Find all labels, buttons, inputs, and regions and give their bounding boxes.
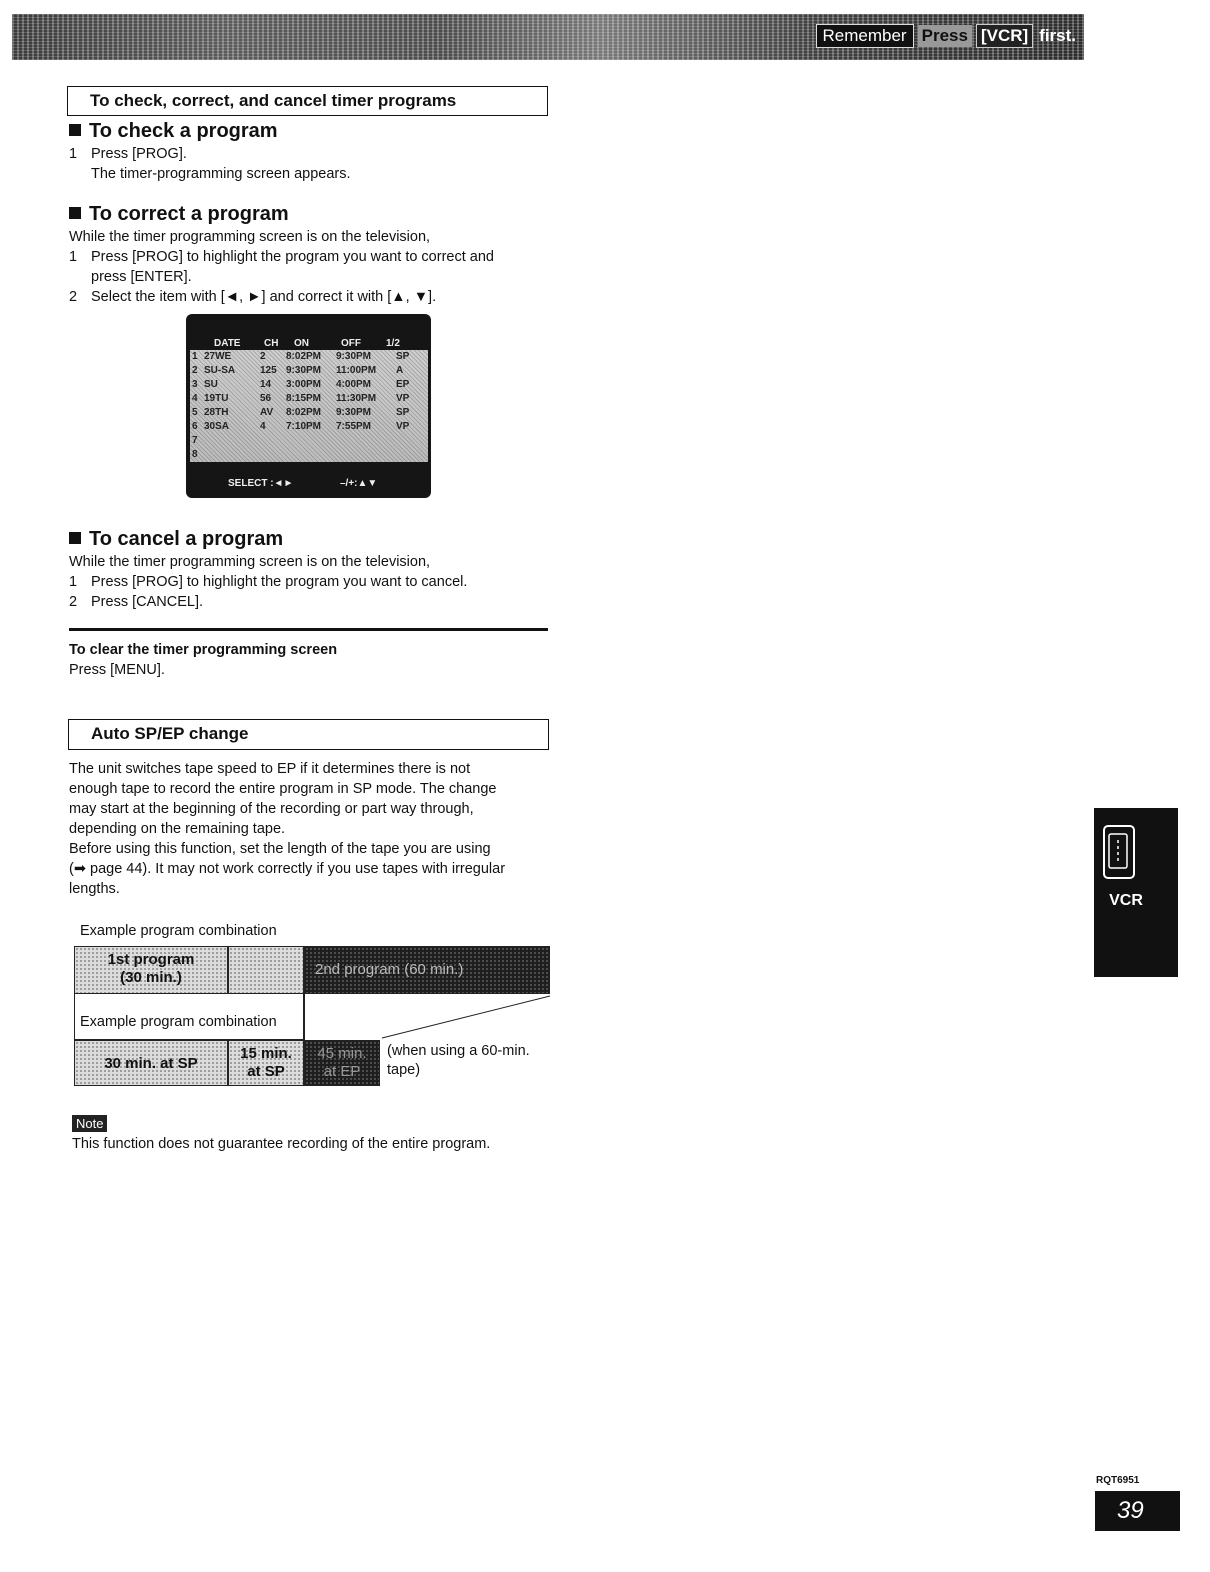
check-steps: 1 Press [PROG]. The timer-programming screen appears. bbox=[69, 144, 549, 184]
sp-15-block bbox=[228, 1040, 304, 1086]
auto-sp-ep-description bbox=[69, 759, 559, 899]
tv-program-row bbox=[190, 364, 428, 378]
bullet-square-icon bbox=[69, 532, 81, 544]
heading-check-text: To check a program bbox=[89, 120, 278, 142]
check-step-1-sub: The timer-programming screen appears. bbox=[91, 166, 351, 182]
tv-cell-n: 3 bbox=[192, 379, 198, 390]
tv-header-ch: CH bbox=[264, 338, 279, 349]
tv-program-list bbox=[190, 350, 428, 462]
inner-caption-cell bbox=[74, 994, 304, 1040]
tv-cell-mode: VP bbox=[396, 393, 410, 404]
tv-program-row bbox=[190, 420, 428, 434]
tv-cell-ch: 4 bbox=[260, 421, 266, 432]
tv-cell-ch: 56 bbox=[260, 393, 272, 404]
tv-cell-n: 4 bbox=[192, 393, 198, 404]
tv-cell-ch: 14 bbox=[260, 379, 272, 390]
tv-cell-ch: 2 bbox=[260, 351, 266, 362]
ep-45-block bbox=[304, 1040, 380, 1086]
heading-correct-text: To correct a program bbox=[89, 203, 289, 225]
bullet-square-icon bbox=[69, 124, 81, 136]
tv-cell-on: 3:00PM bbox=[286, 379, 322, 390]
second-program-block bbox=[304, 946, 550, 994]
second-program-start-block bbox=[228, 946, 304, 994]
tv-cell-off: 11:00PM bbox=[336, 365, 377, 376]
tv-footer-adjust: –/+:▲▼ bbox=[340, 478, 378, 489]
para1-line: depending on the remaining tape. bbox=[69, 821, 286, 837]
tv-cell-mode: VP bbox=[396, 421, 410, 432]
para1-line: may start at the beginning of the recording or part way through, bbox=[69, 801, 474, 817]
tv-cell-on: 7:10PM bbox=[286, 421, 322, 432]
section-title-timer: To check, correct, and cancel timer programs bbox=[67, 86, 548, 116]
tv-program-row bbox=[190, 434, 428, 448]
tv-cell-off: 4:00PM bbox=[336, 379, 372, 390]
tv-cell-off: 11:30PM bbox=[336, 393, 377, 404]
tv-cell-ch: AV bbox=[260, 407, 274, 418]
sp-30-label: 30 min. at SP bbox=[104, 1055, 198, 1072]
tv-cell-n: 5 bbox=[192, 407, 198, 418]
first-program-duration: (30 min.) bbox=[120, 969, 182, 986]
inner-caption: Example program combination bbox=[80, 1014, 277, 1030]
diagram-caption: Example program combination bbox=[80, 923, 277, 939]
clear-text: Press [MENU]. bbox=[69, 662, 165, 678]
section-title-auto-sp-ep: Auto SP/EP change bbox=[68, 719, 549, 750]
tv-cell-n: 6 bbox=[192, 421, 198, 432]
tv-header-on: ON bbox=[294, 338, 309, 349]
tv-cell-date: SU-SA bbox=[204, 365, 236, 376]
tv-cell-n: 1 bbox=[192, 351, 198, 362]
para2-line: lengths. bbox=[69, 881, 120, 897]
vcr-cassette-icon bbox=[1100, 820, 1140, 886]
banner-remember: Remember bbox=[816, 24, 914, 48]
tv-cell-n: 7 bbox=[192, 435, 198, 446]
heading-cancel bbox=[69, 528, 283, 551]
divider-line bbox=[304, 994, 305, 1040]
tv-program-row bbox=[190, 448, 428, 462]
tv-cell-date: 19TU bbox=[204, 393, 229, 404]
cancel-steps: While the timer programming screen is on the television, 1 Press [PROG] to highlight the program you want to cancel. 2 Press [CANCEL]. bbox=[69, 552, 549, 612]
para1-line: The unit switches tape speed to EP if it determines there is not bbox=[69, 761, 471, 777]
tape-note-line-2: tape) bbox=[387, 1062, 421, 1078]
correct-step-1: Press [PROG] to highlight the program you want to correct and bbox=[91, 249, 494, 265]
tv-cell-date: SU bbox=[204, 379, 218, 390]
para2-line: Before using this function, set the length of the tape you are using bbox=[69, 841, 491, 857]
page-number: 39 bbox=[1095, 1491, 1180, 1531]
tv-cell-on: 9:30PM bbox=[286, 365, 322, 376]
tv-cell-n: 2 bbox=[192, 365, 198, 376]
banner-press: Press bbox=[918, 25, 972, 47]
sp-30-block bbox=[74, 1040, 228, 1086]
tv-program-row bbox=[190, 378, 428, 392]
heading-cancel-text: To cancel a program bbox=[89, 528, 284, 550]
timer-programming-screen bbox=[186, 314, 431, 498]
note-label: Note bbox=[72, 1115, 107, 1132]
vcr-side-tab bbox=[1094, 808, 1178, 977]
correct-step-1-cont: press [ENTER]. bbox=[91, 269, 192, 285]
tv-program-row bbox=[190, 392, 428, 406]
tv-cell-mode: SP bbox=[396, 407, 410, 418]
heading-check bbox=[69, 120, 278, 143]
tv-cell-mode: EP bbox=[396, 379, 410, 390]
second-program-label: 2nd program (60 min.) bbox=[315, 961, 464, 978]
sp-15-label-2: at SP bbox=[247, 1063, 285, 1080]
document-code: RQT6951 bbox=[1096, 1475, 1140, 1486]
first-program-block bbox=[74, 946, 228, 994]
tv-cell-ch: 125 bbox=[260, 365, 277, 376]
bullet-square-icon bbox=[69, 207, 81, 219]
tv-cell-off: 9:30PM bbox=[336, 407, 372, 418]
tape-note-line-1: (when using a 60-min. bbox=[387, 1043, 530, 1059]
check-step-1: Press [PROG]. bbox=[91, 146, 187, 162]
tv-footer-select: SELECT :◄► bbox=[228, 478, 294, 489]
tv-program-row bbox=[190, 350, 428, 364]
banner-reminder bbox=[816, 24, 1078, 48]
clear-block bbox=[69, 640, 549, 680]
vcr-tab-label: VCR bbox=[1109, 892, 1143, 909]
tv-program-row bbox=[190, 406, 428, 420]
tv-cell-date: 30SA bbox=[204, 421, 230, 432]
clear-heading: To clear the timer programming screen bbox=[69, 642, 338, 658]
tv-header-page: 1/2 bbox=[386, 338, 400, 349]
sp-15-label: 15 min. bbox=[240, 1045, 292, 1062]
tv-cell-on: 8:02PM bbox=[286, 351, 322, 362]
cancel-intro: While the timer programming screen is on the television, bbox=[69, 554, 431, 570]
ep-45-label: 45 min. bbox=[317, 1045, 367, 1062]
heading-correct bbox=[69, 203, 289, 226]
tv-cell-mode: A bbox=[396, 365, 404, 376]
para2-line: (➡ page 44). It may not work correctly if you use tapes with irregular bbox=[69, 861, 506, 877]
tv-cell-n: 8 bbox=[192, 449, 198, 460]
top-banner bbox=[12, 14, 1084, 60]
cancel-step-2: Press [CANCEL]. bbox=[91, 594, 203, 610]
cancel-step-1: Press [PROG] to highlight the program you want to cancel. bbox=[91, 574, 468, 590]
tv-header-date: DATE bbox=[214, 338, 241, 349]
tv-cell-mode: SP bbox=[396, 351, 410, 362]
tv-cell-off: 7:55PM bbox=[336, 421, 372, 432]
first-program-label: 1st program bbox=[107, 951, 195, 968]
tv-cell-on: 8:15PM bbox=[286, 393, 322, 404]
banner-vcr: [VCR] bbox=[976, 24, 1033, 48]
connector-line bbox=[380, 994, 552, 1040]
tv-cell-date: 28TH bbox=[204, 407, 229, 418]
tv-cell-off: 9:30PM bbox=[336, 351, 372, 362]
ep-45-label-2: at EP bbox=[323, 1063, 361, 1080]
tape-note bbox=[387, 1042, 530, 1080]
program-combination-diagram bbox=[74, 946, 550, 1086]
para1-line: enough tape to record the entire program in SP mode. The change bbox=[69, 781, 497, 797]
note-text: This function does not guarantee recording of the entire program. bbox=[72, 1136, 491, 1152]
divider bbox=[69, 628, 548, 631]
correct-steps: While the timer programming screen is on the television, 1 Press [PROG] to highlight the program you want to correct and press [ENTER]. 2 Select the item with [◄, ►] and correct it with [▲, ▼]. bbox=[69, 227, 549, 307]
tv-cell-on: 8:02PM bbox=[286, 407, 322, 418]
tv-cell-date: 27WE bbox=[204, 351, 232, 362]
banner-first: first. bbox=[1039, 26, 1076, 45]
tv-header-off: OFF bbox=[341, 338, 361, 349]
correct-step-2: Select the item with [◄, ►] and correct it with [▲, ▼]. bbox=[91, 289, 437, 305]
correct-intro: While the timer programming screen is on the television, bbox=[69, 229, 431, 245]
